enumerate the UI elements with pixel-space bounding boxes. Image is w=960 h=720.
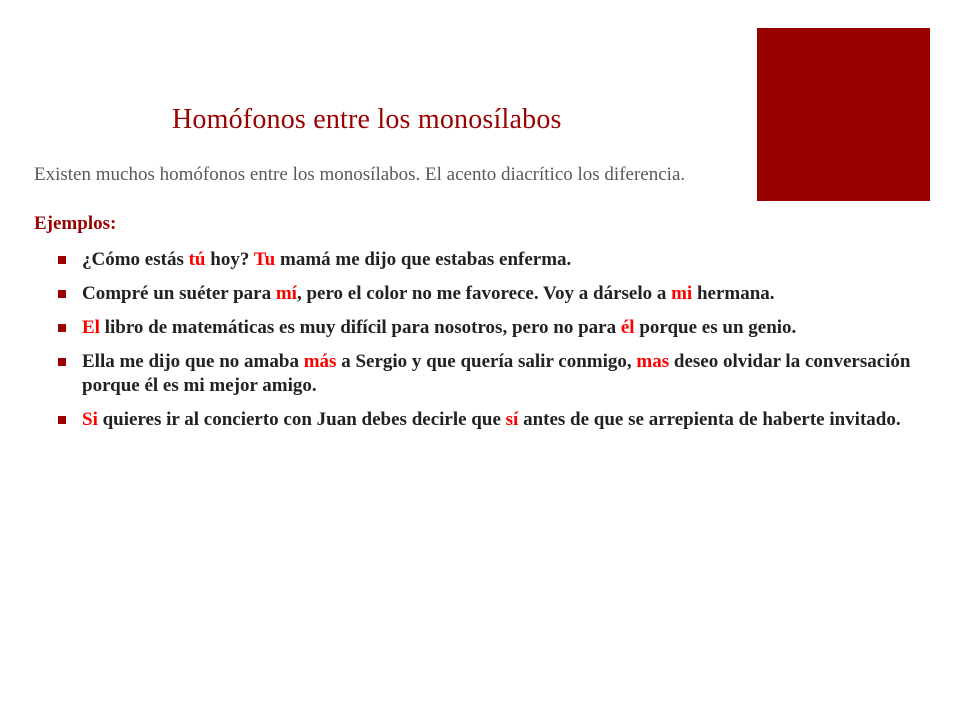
accent-block <box>757 28 930 201</box>
example-item <box>56 350 916 398</box>
example-segment: mamá me dijo que estabas enferma. <box>275 249 572 270</box>
example-item <box>56 282 916 306</box>
square-bullet-icon <box>58 290 66 298</box>
highlighted-word: sí <box>505 409 519 430</box>
highlighted-word: él <box>620 317 635 338</box>
square-bullet-icon <box>58 358 66 366</box>
examples-heading: Ejemplos: <box>34 213 117 234</box>
highlighted-word: mas <box>636 351 670 372</box>
example-list <box>56 248 916 442</box>
example-segment: deseo olvidar la conversación porque él es mi mejor amigo. <box>82 351 911 396</box>
example-segment: porque es un genio. <box>634 317 797 338</box>
square-bullet-icon <box>58 324 66 332</box>
example-segment: ¿Cómo estás <box>82 249 189 270</box>
example-segment: hoy? <box>205 249 254 270</box>
example-item <box>56 248 916 272</box>
highlighted-word: tú <box>188 249 206 270</box>
example-segment: antes de que se arrepienta de haberte invitado. <box>518 409 901 430</box>
highlighted-word: más <box>303 351 337 372</box>
intro-text: Existen muchos homófonos entre los monosílabos. El acento diacrítico los diferencia. <box>34 164 686 185</box>
example-segment: a Sergio y que quería salir conmigo, <box>336 351 637 372</box>
example-segment: Ella me dijo que no amaba <box>82 351 304 372</box>
example-segment: hermana. <box>692 283 775 304</box>
square-bullet-icon <box>58 256 66 264</box>
example-item <box>56 408 916 432</box>
example-segment: libro de matemáticas es muy difícil para nosotros, pero no para <box>99 317 621 338</box>
highlighted-word: El <box>82 317 100 338</box>
slide-title: Homófonos entre los monosílabos <box>172 104 562 135</box>
highlighted-word: Tu <box>253 249 276 270</box>
square-bullet-icon <box>58 416 66 424</box>
example-segment: Compré un suéter para <box>82 283 276 304</box>
highlighted-word: mi <box>671 283 693 304</box>
highlighted-word: Si <box>82 409 98 430</box>
highlighted-word: mí <box>275 283 297 304</box>
example-item <box>56 316 916 340</box>
example-segment: , pero el color no me favorece. Voy a dárselo a <box>296 283 672 304</box>
example-segment: quieres ir al concierto con Juan debes decirle que <box>97 409 506 430</box>
